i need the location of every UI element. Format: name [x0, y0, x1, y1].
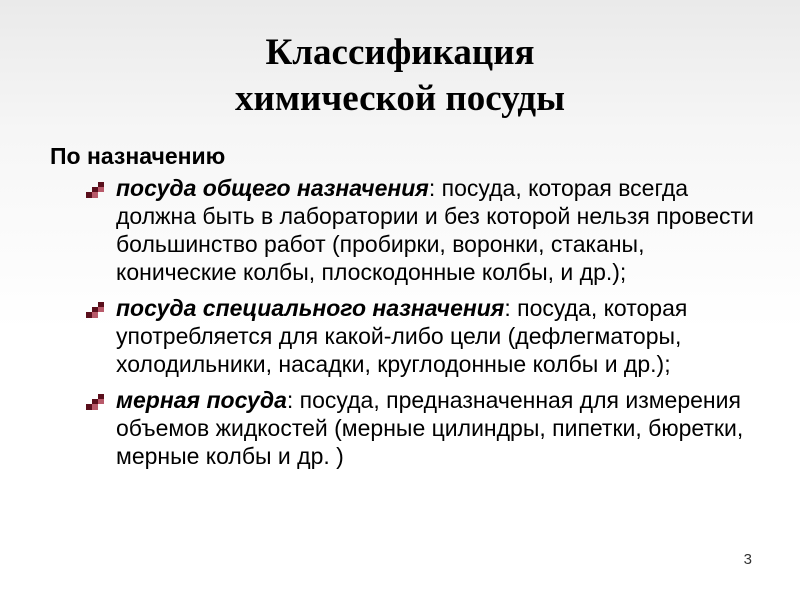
slide-title-line-1: Классификация [265, 32, 535, 73]
page-number: 3 [743, 551, 752, 568]
stair-steps-icon [86, 394, 104, 410]
bullet-text: : посуда, которая всегда должна быть в лаборатории и без которой нельзя провести большинство работ (пробирки, воронки, стаканы, конические колбы, плоскодонные колбы, и др.); [116, 175, 754, 285]
section-heading: По назначению [50, 143, 226, 169]
bullet-term: посуда специального назначения [116, 295, 505, 321]
bullet-list [84, 174, 756, 478]
bullet-item-general [84, 174, 756, 286]
bullet-item-measuring [84, 386, 756, 470]
slide-title [0, 30, 800, 122]
bullet-text: : посуда, которая употребляется для какой-либо цели (дефлегматоры, холодильники, насадки, круглодонные колбы и др.); [116, 295, 688, 377]
bullet-text: : посуда, предназначенная для измерения объемов жидкостей (мерные цилиндры, пипетки, бюретки, мерные колбы и др. ) [116, 387, 744, 469]
bullet-term: мерная посуда [116, 387, 287, 413]
stair-steps-icon [86, 182, 104, 198]
bullet-term: посуда общего назначения [116, 175, 429, 201]
slide-title-line-2: химической посуды [235, 78, 565, 119]
stair-steps-icon [86, 302, 104, 318]
bullet-item-special [84, 294, 756, 378]
